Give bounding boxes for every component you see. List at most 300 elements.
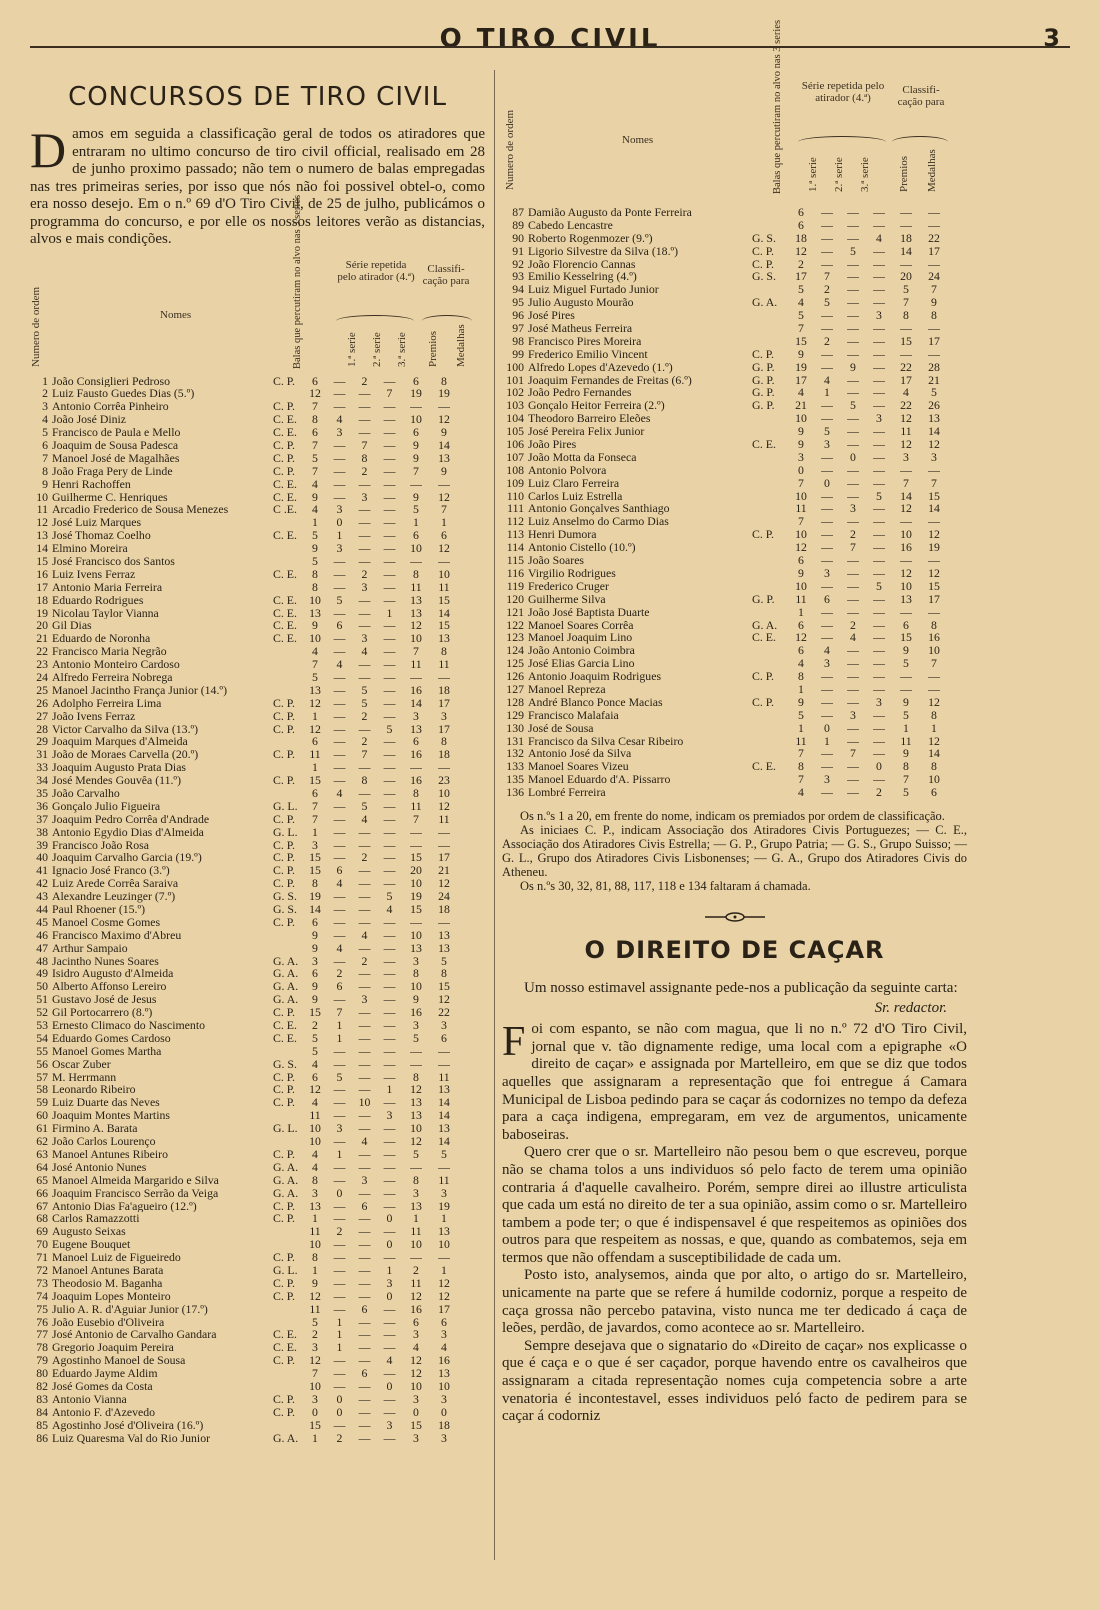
premios-value: 16 xyxy=(410,774,422,787)
serie-2-value: — xyxy=(847,489,859,503)
serie-1-value: — xyxy=(333,838,346,852)
shooter-name: Arthur Sampaio xyxy=(52,941,128,955)
premios-value: — xyxy=(410,1057,422,1071)
order-number: 89 xyxy=(512,218,524,232)
serie-2-value: — xyxy=(358,1263,371,1277)
serie-3-value: — xyxy=(873,644,885,658)
medalhas-value: 15 xyxy=(928,489,940,503)
club-initials: C. P. xyxy=(273,774,295,787)
shooter-name: Julio Augusto Mourão xyxy=(528,296,634,310)
balas-value: 7 xyxy=(798,515,804,529)
medalhas-value: 13 xyxy=(438,941,450,955)
serie-2-value: — xyxy=(847,515,859,529)
medalhas-value: 14 xyxy=(928,747,940,761)
club-initials: C. E. xyxy=(273,1031,297,1045)
balas-value: 15 xyxy=(309,1006,321,1020)
club-initials: C. P. xyxy=(273,722,295,736)
medalhas-value: 0 xyxy=(441,1405,447,1419)
serie-3-value: — xyxy=(873,592,885,606)
serie-1-value: — xyxy=(333,1238,346,1252)
club-initials xyxy=(273,581,303,594)
serie-1-value: — xyxy=(333,735,346,749)
serie-1-value: — xyxy=(333,1212,346,1226)
club-initials xyxy=(752,322,788,335)
serie-1-value: 3 xyxy=(824,438,830,451)
table-row xyxy=(502,554,967,567)
serie-3-value: — xyxy=(383,799,396,813)
premios-value: 7 xyxy=(903,773,909,787)
order-number: 61 xyxy=(36,1122,48,1136)
serie-3-value: — xyxy=(383,851,396,865)
serie-3-value: — xyxy=(873,425,885,439)
premios-value: 6 xyxy=(413,1315,419,1329)
order-number: 43 xyxy=(36,890,48,904)
order-number: 13 xyxy=(36,529,48,543)
serie-1-value: — xyxy=(333,1263,346,1277)
serie-2-value: 10 xyxy=(358,1096,371,1110)
serie-1-value: 0 xyxy=(336,1186,343,1200)
order-number: 72 xyxy=(36,1263,48,1277)
club-initials xyxy=(273,929,303,942)
serie-3-value: — xyxy=(383,1135,396,1148)
balas-value: 12 xyxy=(309,387,321,401)
premios-value: — xyxy=(900,206,912,219)
serie-3-value: — xyxy=(383,1199,396,1213)
table-row xyxy=(30,619,485,632)
serie-1-value: 6 xyxy=(824,592,830,606)
table-row xyxy=(30,452,485,465)
table-row xyxy=(502,270,967,283)
serie-3-value: — xyxy=(383,413,396,427)
club-initials: C. P. xyxy=(273,1354,295,1368)
balas-value: 12 xyxy=(309,696,321,710)
serie-3-value: — xyxy=(383,503,396,517)
medalhas-value: 14 xyxy=(438,606,450,620)
shooter-name: Eduardo Rodrigues xyxy=(52,593,144,607)
medalhas-value: 21 xyxy=(438,864,450,878)
premios-value: — xyxy=(900,257,912,271)
balas-value: 14 xyxy=(309,903,321,916)
serie-2-value: — xyxy=(847,373,859,387)
club-initials xyxy=(273,1238,303,1251)
premios-value: 15 xyxy=(900,334,912,348)
club-initials xyxy=(273,516,303,529)
header-brace-serie xyxy=(798,136,886,143)
shooter-name: Luiz Quaresma Val do Rio Junior xyxy=(52,1431,211,1445)
serie-2-value: 3 xyxy=(850,502,856,516)
order-number: 76 xyxy=(36,1315,48,1329)
medalhas-value: 7 xyxy=(931,283,937,297)
medalhas-value: — xyxy=(928,463,940,477)
serie-2-value: — xyxy=(358,1392,371,1406)
shooter-name: Guilherme C. Henriques xyxy=(52,490,168,504)
serie-1-value: — xyxy=(333,748,346,762)
club-initials: C. P. xyxy=(273,1083,295,1097)
serie-2-value: 2 xyxy=(850,528,856,542)
serie-2-value: — xyxy=(358,761,371,775)
balas-value: 4 xyxy=(312,1057,318,1071)
shooter-name: João José Diniz xyxy=(52,413,127,427)
shooter-name: Manoel Luiz de Figueiredo xyxy=(52,1251,181,1264)
premios-value: — xyxy=(900,322,912,335)
balas-value: 7 xyxy=(798,773,804,787)
serie-2-value: — xyxy=(358,1418,371,1432)
serie-3-value: — xyxy=(873,566,885,580)
balas-value: 9 xyxy=(312,490,318,504)
serie-3-value: — xyxy=(383,619,396,633)
serie-3-value: 4 xyxy=(386,903,393,916)
balas-value: 15 xyxy=(309,774,321,787)
order-number: 31 xyxy=(36,748,48,762)
header-col-names: Nomes xyxy=(160,308,192,321)
premios-value: 10 xyxy=(410,542,422,555)
shooter-name: Agostinho Manoel de Sousa xyxy=(52,1354,186,1368)
serie-1-value: — xyxy=(333,1160,346,1174)
serie-2-value: 2 xyxy=(361,709,368,723)
table-row xyxy=(30,1316,485,1329)
serie-1-value: 6 xyxy=(336,980,343,994)
premios-value: 18 xyxy=(900,231,912,245)
table-row xyxy=(30,710,485,723)
shooter-name: Henri Dumora xyxy=(528,528,597,542)
premios-value: 10 xyxy=(900,528,912,542)
balas-value: 13 xyxy=(309,1199,321,1213)
serie-3-value: — xyxy=(383,438,396,452)
shooter-name: Augusto Seixas xyxy=(52,1225,126,1239)
serie-2-value: — xyxy=(358,1354,371,1368)
header-brace-serie xyxy=(336,315,414,322)
medalhas-value: 1 xyxy=(441,516,447,530)
balas-value: 1 xyxy=(312,1431,318,1445)
shooter-name: Emilio Kesselring (4.º) xyxy=(528,270,637,284)
premios-value: 9 xyxy=(903,695,909,709)
order-number: 77 xyxy=(36,1328,48,1342)
table-row xyxy=(502,644,967,657)
table-row xyxy=(30,529,485,542)
serie-3-value: — xyxy=(383,1006,396,1020)
balas-value: 2 xyxy=(798,257,804,271)
medalhas-value: 8 xyxy=(441,645,447,659)
serie-3-value: — xyxy=(383,941,396,955)
club-initials xyxy=(752,335,788,348)
order-number: 102 xyxy=(506,386,524,400)
serie-2-value: — xyxy=(358,1251,371,1264)
table-row xyxy=(30,426,485,439)
club-initials: C. P. xyxy=(273,464,295,478)
medalhas-value: — xyxy=(928,347,940,361)
premios-value: 15 xyxy=(410,903,422,916)
serie-1-value: — xyxy=(821,463,833,477)
club-initials xyxy=(273,942,303,955)
balas-value: 4 xyxy=(312,477,318,491)
shooter-name: Francisco Pires Moreira xyxy=(528,334,642,348)
table-row xyxy=(30,1341,485,1354)
balas-value: 8 xyxy=(312,580,318,594)
header-s1: 1.ª serie xyxy=(346,331,358,367)
header-s3: 3.ª serie xyxy=(859,157,871,192)
balas-value: 6 xyxy=(312,426,318,439)
premios-value: 9 xyxy=(413,490,419,504)
table-row xyxy=(502,386,967,399)
header-group-class: Classifi-cação para xyxy=(422,262,470,287)
shooter-name: M. Herrmann xyxy=(52,1070,117,1084)
balas-value: 11 xyxy=(309,1109,321,1123)
balas-value: 15 xyxy=(309,1418,321,1432)
serie-2-value: — xyxy=(847,592,859,606)
premios-value: 13 xyxy=(410,593,422,607)
medalhas-value: 12 xyxy=(438,490,450,504)
premios-value: 10 xyxy=(410,1379,422,1393)
medalhas-value: — xyxy=(438,477,450,491)
balas-value: 8 xyxy=(798,760,804,774)
club-initials xyxy=(752,735,788,748)
club-initials: C. E. xyxy=(273,529,297,543)
shooter-name: Joaquim Marques d'Almeida xyxy=(52,735,188,749)
shooter-name: Luiz Duarte das Neves xyxy=(52,1096,160,1110)
balas-value: 6 xyxy=(312,374,318,388)
club-initials xyxy=(273,645,303,658)
serie-1-value: — xyxy=(821,450,833,464)
header-col-balas: Balas que percutiram no alvo nas 3 series xyxy=(772,19,783,194)
medalhas-value: — xyxy=(928,682,940,696)
serie-2-value: — xyxy=(847,786,859,799)
serie-1-value: 4 xyxy=(336,658,343,671)
shooter-name: José Francisco dos Santos xyxy=(52,554,175,568)
serie-2-value: — xyxy=(847,412,859,426)
table-row xyxy=(502,232,967,245)
article-body xyxy=(502,980,967,1426)
premios-value: 13 xyxy=(410,1109,422,1123)
header-medalhas: Medalhas xyxy=(926,149,938,192)
shooter-name: Manoel Gomes Martha xyxy=(52,1044,162,1058)
medalhas-value: 12 xyxy=(928,566,940,580)
serie-1-value: — xyxy=(333,799,346,813)
table-row xyxy=(502,258,967,271)
club-initials: C. E. xyxy=(273,477,297,491)
club-initials xyxy=(273,658,303,671)
balas-value: 8 xyxy=(312,1251,318,1264)
shooter-name: Joaquim Lopes Monteiro xyxy=(52,1289,171,1303)
club-initials: G. P. xyxy=(752,360,775,374)
medalhas-value: 17 xyxy=(438,722,450,736)
medalhas-value: 24 xyxy=(438,890,450,904)
balas-value: 9 xyxy=(798,347,804,361)
article-salutation: Sr. redactor. xyxy=(874,999,947,1016)
premios-value: 3 xyxy=(413,1431,419,1445)
premios-value: 3 xyxy=(413,954,419,968)
order-number: 68 xyxy=(36,1212,48,1226)
medalhas-value: 3 xyxy=(441,1392,447,1406)
club-initials: C. P. xyxy=(752,528,774,542)
club-initials xyxy=(752,709,788,722)
club-initials xyxy=(752,515,788,528)
table-row xyxy=(502,619,967,632)
serie-3-value: — xyxy=(383,1186,396,1200)
serie-3-value: — xyxy=(383,1367,396,1380)
shooter-name: Alfredo Lopes d'Azevedo (1.º) xyxy=(528,360,673,374)
order-number: 52 xyxy=(36,1006,48,1020)
serie-1-value: — xyxy=(333,1251,346,1264)
serie-2-value: — xyxy=(358,1379,371,1393)
order-number: 53 xyxy=(36,1019,48,1032)
table-row xyxy=(30,993,485,1006)
header-group-class: Classifi-cação para xyxy=(897,84,945,108)
ornament-divider xyxy=(502,911,967,928)
balas-value: 5 xyxy=(312,529,318,543)
balas-value: 6 xyxy=(798,618,804,632)
table-row xyxy=(502,606,967,619)
serie-1-value: 4 xyxy=(824,373,830,387)
premios-value: — xyxy=(410,554,422,568)
table-row xyxy=(502,219,967,232)
serie-2-value: — xyxy=(847,682,859,696)
club-initials xyxy=(752,747,788,760)
medalhas-value: 12 xyxy=(438,1289,450,1303)
order-number: 104 xyxy=(506,412,524,426)
serie-1-value: — xyxy=(333,554,346,568)
balas-value: 8 xyxy=(312,877,318,891)
order-number: 97 xyxy=(512,322,524,335)
table-header-left xyxy=(30,194,485,375)
table-row xyxy=(502,631,967,644)
club-initials: G. S. xyxy=(752,270,776,284)
serie-3-value: — xyxy=(873,631,885,645)
club-initials: G. L. xyxy=(273,825,298,839)
premios-value: 8 xyxy=(413,967,419,981)
header-s1: 1.ª serie xyxy=(807,157,819,192)
serie-1-value: — xyxy=(333,451,346,465)
balas-value: 1 xyxy=(798,721,804,735)
note-iniciaes: As iniciaes C. P., indicam Associação dos Atiradores Civis Portuguezes; — C. E., Associação dos Atiradores Civis Estrella; — G. P., Grupo Patria; — G. S., Grupo Suisso; — G. L., Grupo dos Atiradores Civis Lisbonenses; — G. A., Grupo dos Atiradores Civis do Atheneu. xyxy=(502,822,967,879)
serie-1-value: — xyxy=(821,579,833,593)
balas-value: 10 xyxy=(795,528,807,542)
premios-value: — xyxy=(410,1044,422,1058)
medalhas-value: — xyxy=(438,400,450,414)
club-initials: C. P. xyxy=(273,1289,295,1303)
order-number: 128 xyxy=(506,695,524,709)
serie-3-value: — xyxy=(383,1405,396,1419)
serie-3-value: — xyxy=(383,787,396,800)
shooter-name: Leonardo Ribeiro xyxy=(52,1083,136,1097)
order-number: 100 xyxy=(506,360,524,374)
serie-2-value: — xyxy=(358,503,371,517)
table-row xyxy=(30,1006,485,1019)
club-initials xyxy=(273,1045,303,1058)
club-initials: C. P. xyxy=(273,1405,295,1419)
club-initials: C. E. xyxy=(273,1328,297,1342)
medalhas-value: 28 xyxy=(928,360,940,374)
serie-1-value: — xyxy=(333,1367,346,1380)
balas-value: 9 xyxy=(312,980,318,994)
club-initials: C. P. xyxy=(273,1147,295,1161)
serie-1-value: 2 xyxy=(336,1431,343,1445)
shooter-name: Antonio Dias Fa'agueiro (12.º) xyxy=(52,1199,197,1213)
table-row xyxy=(502,399,967,412)
medalhas-value: 14 xyxy=(438,1109,450,1123)
club-initials: C. P. xyxy=(752,257,774,271)
serie-1-value: — xyxy=(333,645,346,659)
club-initials: C. E. xyxy=(273,490,297,504)
medalhas-value: 3 xyxy=(931,450,937,464)
table-row xyxy=(30,955,485,968)
balas-value: 11 xyxy=(795,734,807,748)
club-initials: C. P. xyxy=(273,877,295,891)
serie-3-value: 5 xyxy=(386,890,393,904)
club-initials xyxy=(273,1225,303,1238)
table-row xyxy=(30,1187,485,1200)
serie-3-value: — xyxy=(383,670,396,684)
club-initials: G. P. xyxy=(752,386,775,400)
balas-value: 7 xyxy=(312,799,318,813)
serie-3-value: 5 xyxy=(876,579,882,593)
shooter-name: José Antonio Nunes xyxy=(52,1160,147,1174)
premios-value: 6 xyxy=(903,618,909,632)
serie-1-value: — xyxy=(333,1135,346,1148)
order-number: 35 xyxy=(36,787,48,800)
premios-value: — xyxy=(410,915,422,929)
serie-1-value: 1 xyxy=(824,386,830,400)
premios-value: — xyxy=(900,347,912,361)
serie-3-value: — xyxy=(873,438,885,451)
medalhas-value: 23 xyxy=(438,774,450,787)
balas-value: 8 xyxy=(312,567,318,581)
club-initials: C. P. xyxy=(273,709,295,723)
serie-2-value: — xyxy=(358,941,371,955)
order-number: 111 xyxy=(507,502,524,516)
serie-1-value: 4 xyxy=(336,877,343,891)
table-row xyxy=(502,335,967,348)
serie-1-value: — xyxy=(821,786,833,799)
balas-value: 9 xyxy=(312,941,318,955)
serie-1-value: 0 xyxy=(336,1392,343,1406)
order-number: 73 xyxy=(36,1276,48,1290)
serie-3-value: — xyxy=(383,1160,396,1174)
serie-3-value: — xyxy=(383,1392,396,1406)
serie-1-value: — xyxy=(821,695,833,709)
serie-2-value: — xyxy=(358,1057,371,1071)
premios-value: 8 xyxy=(413,787,419,800)
premios-value: 4 xyxy=(903,386,909,400)
club-initials xyxy=(273,1367,303,1380)
medalhas-value: 12 xyxy=(438,993,450,1007)
club-initials xyxy=(752,283,788,296)
balas-value: 1 xyxy=(312,1263,318,1277)
order-number: 18 xyxy=(36,593,48,607)
serie-1-value: — xyxy=(821,257,833,271)
serie-1-value: — xyxy=(821,502,833,516)
serie-1-value: — xyxy=(333,567,346,581)
table-row xyxy=(30,375,485,388)
club-initials xyxy=(752,773,788,786)
club-initials: G. L. xyxy=(273,1263,298,1277)
medalhas-value: 1 xyxy=(441,1263,447,1277)
note-premiados: Os n.ºs 1 a 20, em frente do nome, indicam os premiados por ordem de classificação. xyxy=(520,808,945,823)
order-number: 95 xyxy=(512,296,524,310)
order-number: 136 xyxy=(506,786,524,799)
table-row xyxy=(30,1109,485,1122)
header-brace-class xyxy=(422,315,472,322)
shooter-name: João Soares xyxy=(528,554,585,567)
serie-3-value: — xyxy=(873,541,885,555)
balas-value: 10 xyxy=(309,1122,321,1136)
serie-1-value: — xyxy=(821,760,833,774)
club-initials: C. E. xyxy=(273,606,297,620)
serie-3-value: — xyxy=(383,980,396,994)
table-row xyxy=(30,1264,485,1277)
serie-2-value: — xyxy=(847,721,859,735)
serie-2-value: — xyxy=(847,296,859,310)
club-initials: C. P. xyxy=(273,451,295,465)
